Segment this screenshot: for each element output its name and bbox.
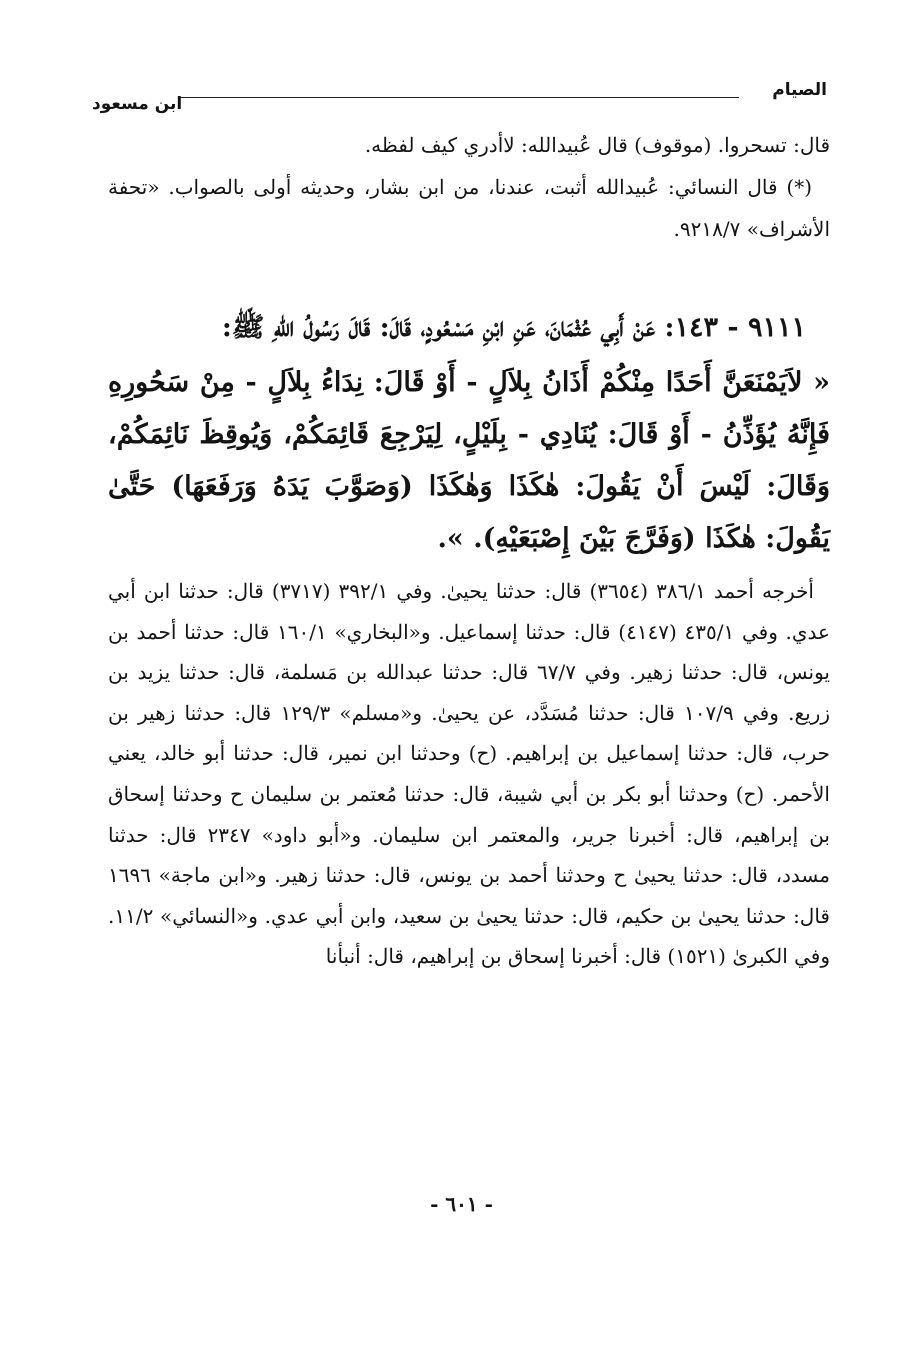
footnote-nasai: (*) قال النسائي: عُبيدالله أثبت، عندنا، من ابن بشار، وحديثه أولى بالصواب. «تحفة الأشراف» ٩٢١٨/٧. bbox=[108, 175, 830, 241]
hadith-heading: ٩١١١ - ١٤٣: عَنْ أَبِي عُثْمَانَ، عَنِ ابْنِ مَسْعُودٍ، قَالَ: قَالَ رَسُولُ اللهِ ﷺ: bbox=[221, 312, 806, 343]
footnote-line: قال: تسحروا. (موقوف) قال عُبيدالله: لاأدري كيف لفظه. bbox=[364, 133, 830, 157]
chapter-title: الصيام bbox=[772, 80, 827, 100]
takhrij-paragraph: أخرجه أحمد ٣٨٦/١ (٣٦٥٤) قال: حدثنا يحيىٰ. وفي ٣٩٢/١ (٣٧١٧) قال: حدثنا ابن أبي عدي. وفي ٤٣٥/١ (٤١٤٧) قال: حدثنا إسماعيل. و«البخاري» ١٦٠/١ قال: حدثنا أحمد بن يونس، قال: حدثنا زهير. وفي ٦٧/٧ قال: حدثنا عبدالله بن مَسلمة، قال: حدثنا يزيد بن زريع. وفي ١٠٧/٩ قال: حدثنا مُسَدَّد، عن يحيىٰ. و«مسلم» ١٢٩/٣ قال: حدثنا زهير بن حرب، قال: حدثنا إسماعيل بن إبراهيم. (ح) وحدثنا ابن نمير، قال: حدثنا أبو خالد، يعني الأحمر. (ح) وحدثنا أبو بكر بن أبي شيبة، قال: حدثنا مُعتمر بن سليمان ح وحدثنا إسحاق بن إبراهيم، قال: أخبرنا جرير، والمعتمر ابن سليمان. و«أبو داود» ٢٣٤٧ قال: حدثنا مسدد، قال: حدثنا يحيىٰ ح وحدثنا أحمد بن يونس، قال: حدثنا زهير. و«ابن ماجة» ١٦٩٦ قال: حدثنا يحيىٰ بن حكيم، قال: حدثنا يحيىٰ بن سعيد، وابن أبي عدي. و«النسائي» ١١/٢. وفي الكبرىٰ (١٥٢١) قال: أخبرنا إسحاق بن إبراهيم، قال: أنبأنا bbox=[108, 579, 831, 969]
page-body bbox=[108, 124, 830, 977]
author-name: ابن مسعود bbox=[92, 94, 183, 114]
page-number: - ٦٠١ - bbox=[430, 1192, 493, 1216]
running-header bbox=[92, 80, 827, 112]
header-rule bbox=[180, 97, 739, 98]
hadith-text: « لاَيَمْنَعَنَّ أَحَدًا مِنْكُمْ أَذَانُ بِلاَلٍ - أَوْ قَالَ: نِدَاءُ بِلاَلٍ - مِنْ سَحُورِهِ فَإِنَّهُ يُؤَذِّنُ - أَوْ قَالَ: يُنَادِي - بِلَيْلٍ، لِيَرْجِعَ قَائِمَكُمْ، وَيُوقِظَ نَائِمَكُمْ، وَقَالَ: لَيْسَ أَنْ يَقُولَ: هٰكَذَا وَهٰكَذَا (وَصَوَّبَ يَدَهُ وَرَفَعَهَا) حَتَّىٰ يَقُولَ: هٰكَذَا (وَفَرَّجَ بَيْنَ إِصْبَعَيْهِ). ». bbox=[108, 367, 830, 554]
